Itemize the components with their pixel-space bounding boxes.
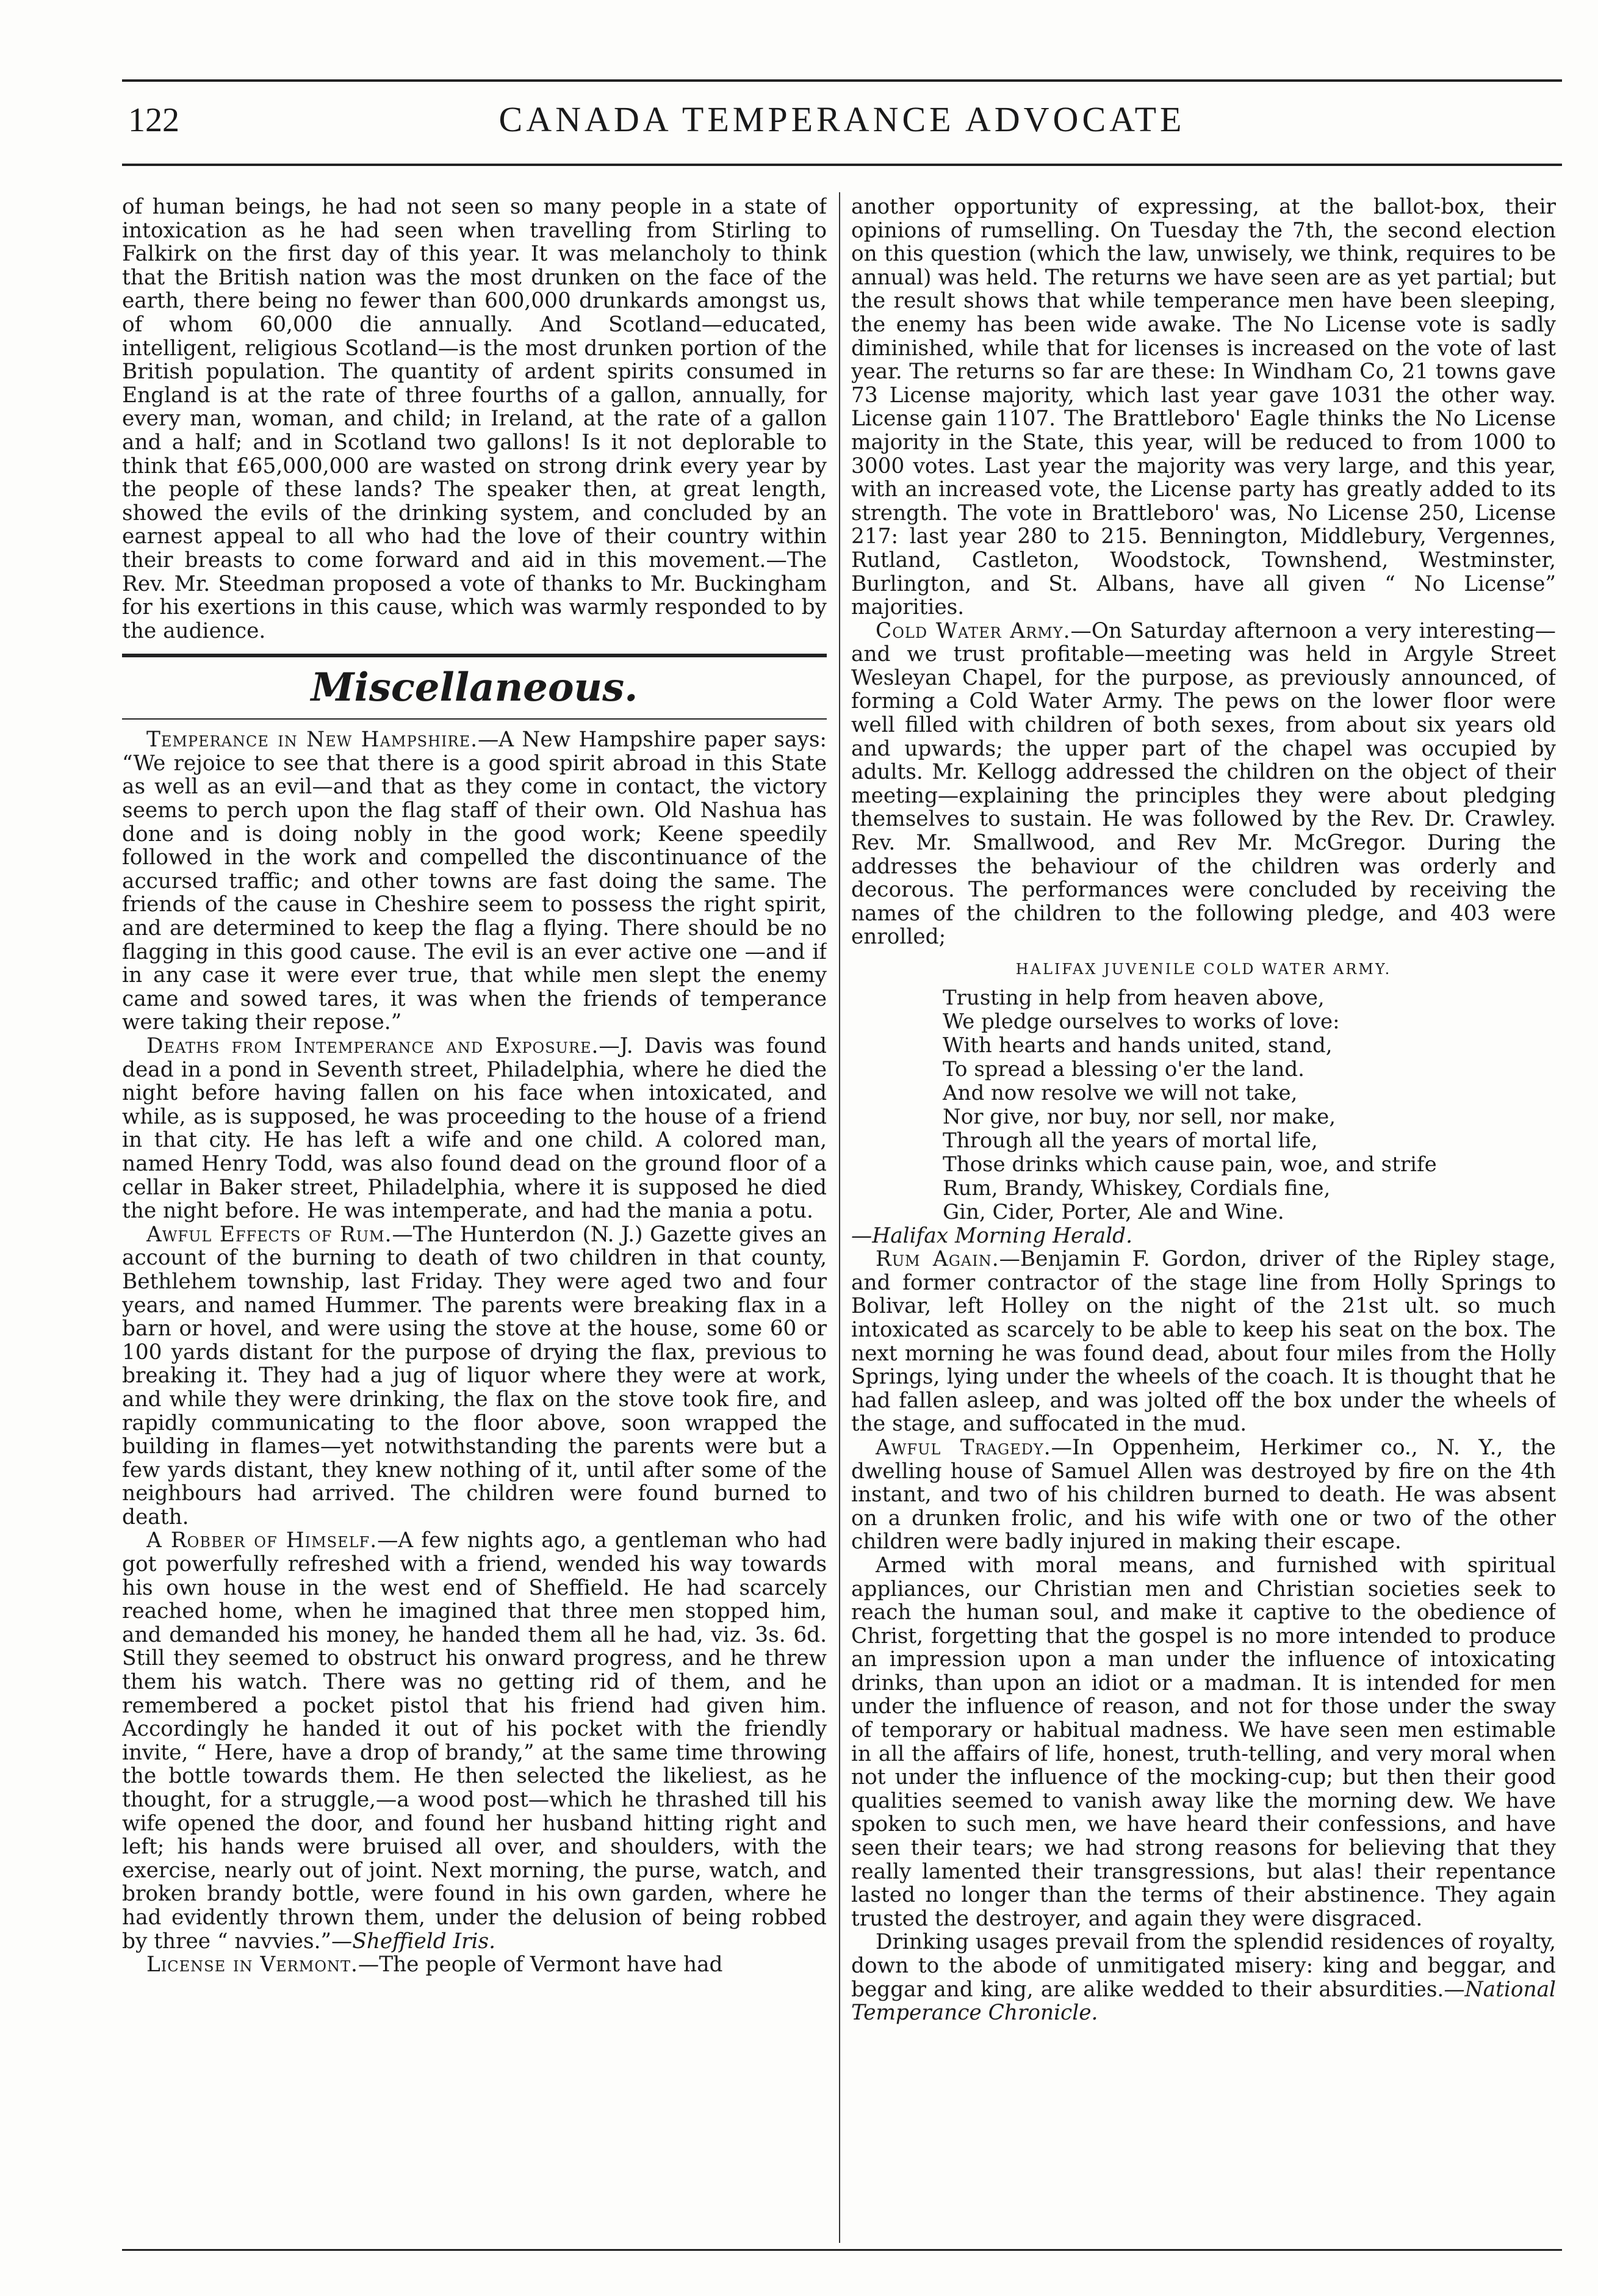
article-deaths-intemperance	[122, 1034, 827, 1223]
article-body: —Benjamin F. Gordon, driver of the Ripley stage, and former contractor of the stage line from Holly Springs to Bolivar, left Holley on the night of the 21st ult. so much intoxicated as scarcely to be able to keep his seat on the box. The next morning he was found dead, about four miles from the Holly Springs, lying under the wheels of the coach. It is thought that he had fallen asleep, and was jolted off the box under the wheels of the stage, and suffocated in the mud.	[851, 1247, 1556, 1437]
page-number: 122	[128, 101, 179, 139]
article-body: —The people of Vermont have had	[358, 1952, 723, 1977]
section-title: Miscellaneous.	[311, 665, 638, 711]
article-heading: License in Vermont.	[146, 1952, 358, 1977]
poem-line: Gin, Cider, Porter, Ale and Wine.	[943, 1199, 1284, 1224]
top-rule	[122, 79, 1562, 82]
article-heading: Awful Tragedy.	[876, 1435, 1051, 1460]
section-rule-thin	[122, 718, 827, 720]
running-title: CANADA TEMPERANCE ADVOCATE	[498, 99, 1186, 139]
article-body: —The Hunterdon (N. J.) Gazette gives an account of the burning to death of two children in that county, Bethlehem township, last Friday. They were aged two and four years, and named Hummer. The parents were breaking flax in a barn or hovel, and were using the stove at the house, some 60 or 100 yards distant for the purpose of drying the flax, previous to breaking it. They had a jug of liquor where they were at work, and while they were drinking, the flax on the stove took fire, and rapidly communicating to the floor above, soon wrapped the building in flames—yet notwithstanding the parents were but a few yards distant, they knew nothing of it, until after some of the neighbours had arrived. The children were found burned to death.	[122, 1222, 827, 1529]
article-heading: Rum Again.	[876, 1247, 999, 1272]
article-body: —J. Davis was found dead in a pond in Seventh street, Philadelphia, where he died the night before having fallen on his face when intoxicated, and while, as is supposed, he was proceeding to the house of a friend in that city. He has left a wife and one child. A colored man, named Henry Todd, was also found dead on the ground floor of a cellar in Baker street, Philadelphia, where it is supposed he died the night before. He was intemperate, and had the mania a potu.	[122, 1034, 827, 1224]
article-heading: A Robber of Himself.	[146, 1528, 378, 1553]
article-body: —A few nights ago, a gentleman who had got powerfully refreshed with a friend, wended his way towards his own house in the west end of Sheffield. He had scarcely reached home, when he imagined that three men stopped him, and demanded his money, he handed them all he had, viz. 3s. 6d. Still they seemed to obstruct his onward progress, and he threw them his watch. There was no getting rid of them, and he remembered a pocket pistol that his friend had given him. Accordingly he handed it out of his pocket with the friendly invite, “ Here, have a drop of brandy,” at the same time throwing the bottle towards them. He then selected the likeliest, as he thought, for a struggle,—a wood post—which he thrashed till his wife opened the door, and found her husband hitting right and left; his hands were bruised all over, and shoulders, with the exercise, nearly out of joint. Next morning, the purse, watch, and broken brandy bottle, were found in his own garden, where he had evidently thrown them, under the delusion of being robbed by three “ navvies.”—	[122, 1528, 827, 1954]
left-column	[122, 195, 827, 2240]
article-heading: Deaths from Intemperance and Exposure.	[146, 1034, 599, 1058]
article-body: —A New Hampshire paper says: “We rejoice to see that there is a good spirit abroad in this State as well as an evil—and that as they come in contact, the victory seems to perch upon the flag staff of their own. Old Nashua has done and is doing nobly in the good work; Keene speedily followed in the work and compelled the discontinuance of the accursed traffic; and other towns are fast doing the same. The friends of the cause in Cheshire seem to possess the right spirit, and are determined to keep the flag a flying. There should be no flagging in this good cause. The evil is an ever active one —and if in any case it were ever true, that while men slept the enemy came and sowed tares, it was when the friends of temperance were taking their repose.”	[122, 727, 827, 1035]
page-header	[122, 79, 1562, 171]
article-rum-again	[851, 1247, 1556, 1436]
article-awful-effects	[122, 1223, 827, 1529]
article-heading: Temperance in New Hampshire.	[146, 727, 478, 753]
article-robber-of-himself	[122, 1529, 827, 1953]
poem-title: HALIFAX JUVENILE COLD WATER ARMY.	[1015, 961, 1392, 978]
article-license-vermont	[122, 1953, 827, 1977]
article-awful-tragedy	[851, 1436, 1556, 1554]
column-divider	[839, 192, 840, 2243]
article-drinking-usages	[851, 1930, 1556, 2024]
poem-line: And now resolve we will not take,	[943, 1080, 1298, 1105]
poem-line: With hearts and hands united, stand,	[943, 1033, 1333, 1058]
poem-line: To spread a blessing o'er the land.	[943, 1056, 1305, 1081]
poem-line: Through all the years of mortal life,	[943, 1128, 1318, 1153]
section-rule	[122, 654, 827, 657]
poem	[943, 986, 1556, 1224]
article-heading: Awful Effects of Rum.	[146, 1222, 392, 1247]
poem-line: Nor give, nor buy, nor sell, nor make,	[943, 1104, 1336, 1129]
right-column	[851, 195, 1556, 2240]
poem-line: Those drinks which cause pain, woe, and strife	[943, 1152, 1437, 1177]
article-body: —In Oppenheim, Herkimer co., N. Y., the dwelling house of Samuel Allen was destroyed by fire on the 4th instant, and two of his children burned to death. He was absent on a drunken frolic, and his wife with one or two of the other children were badly injured in making their escape.	[851, 1435, 1556, 1554]
article-credit: Sheffield Iris.	[352, 1929, 496, 1954]
article-body: Drinking usages prevail from the splendid residences of royalty, down to the abode of unmitigated misery: king and beggar, and beggar and king, are alike wedded to their absurdities.—	[851, 1930, 1556, 2002]
article-body: —On Saturday afternoon a very interesting—and we trust profitable—meeting was held in Argyle Street Wesleyan Chapel, for the purpose, as previously announced, of forming a Cold Water Army. The pews on the lower floor were well filled with children of both sexes, from about six years old and upwards; the upper part of the chapel was occupied by adults. Mr. Kellogg addressed the children on the object of their meeting—explaining the principles they were about pledging themselves to sustain. He was followed by the Rev. Dr. Crawley. Rev. Mr. Smallwood, and Rev Mr. McGregor. During the addresses the behaviour of the children was orderly and decorous. The performances were concluded by receiving the names of the children to the following pledge, and 403 were enrolled;	[851, 618, 1556, 950]
header-rule	[122, 164, 1562, 166]
bottom-rule	[122, 2249, 1562, 2251]
article-cold-water-army	[851, 619, 1556, 949]
poem-line: Trusting in help from heaven above,	[943, 985, 1325, 1010]
poem-line: Rum, Brandy, Whiskey, Cordials fine,	[943, 1175, 1331, 1200]
intro-paragraph: of human beings, he had not seen so many people in a state of intoxication as he had seen when travelling from Stirling to Falkirk on the first day of this year. It was melancholy to think that the British nation was the most drunken on the face of the earth, there being no fewer than 600,000 drunkards amongst us, of whom 60,000 die annually. And Scotland—educated, intelligent, religious Scotland—is the most drunken portion of the British population. The quantity of ardent spirits consumed in England is at the rate of three fourths of a gallon, annually, for every man, woman, and child; in Ireland, at the rate of a gallon and a half; and in Scotland two gallons! Is it not deplorable to think that £65,000,000 are wasted on strong drink every year by the people of these lands? The speaker then, at great length, showed the evils of the drinking system, and concluded by an earnest appeal to all who had the love of their country within their breasts to come forward and aid in this movement.—The Rev. Mr. Steedman proposed a vote of thanks to Mr. Buckingham for his exertions in this cause, which was warmly responded to by the audience.	[122, 195, 827, 643]
poem-credit: —Halifax Morning Herald.	[851, 1223, 1133, 1248]
newspaper-page	[122, 79, 1562, 2252]
article-moral-means: Armed with moral means, and furnished with spiritual appliances, our Christian men and Christian societies seek to reach the human soul, and make it captive to the obedience of Christ, forgetting that the gospel is no more intended to produce an impression upon a man under the influence of intoxicating drinks, than upon an idiot or a madman. It is intended for men under the influence of reason, and not for those under the sway of temporary or habitual madness. We have seen men estimable in all the affairs of life, honest, truth-telling, and very moral when not under the influence of the mocking-cup; but then their good qualities seemed to vanish away like the morning dew. We have spoken to such men, we have heard their confessions, and have seen their tears; we had strong reasons for believing that they really lamented their transgressions, but alas! their repentance lasted no longer than the terms of their abstinence. They again trusted the destroyer, and again they were disgraced.	[851, 1553, 1556, 1931]
article-new-hampshire	[122, 728, 827, 1034]
poem-line: We pledge ourselves to works of love:	[943, 1009, 1340, 1034]
article-license-vermont-cont: another opportunity of expressing, at the ballot-box, their opinions of rumselling. On Tuesday the 7th, the second election on this question (which the law, unwisely, we think, requires to be annual) was held. The returns we have seen are as yet partial; but the result shows that while temperance men have been sleeping, the enemy has been wide awake. The No License vote is sadly diminished, while that for licenses is increased on the vote of last year. The returns so far are these: In Windham Co, 21 towns gave 73 License majority, which last year gave 1031 the other way. License gain 1107. The Brattleboro' Eagle thinks the No License majority in the State, this year, will be reduced to from 1000 to 3000 votes. Last year the majority was very large, and this year, with an increased vote, the License party has greatly added to its strength. The vote in Brattleboro' was, No License 250, License 217: last year 280 to 215. Bennington, Middlebury, Vergennes, Rutland, Castleton, Woodstock, Townshend, Westminster, Burlington, and St. Albans, have all given “ No License” majorities.	[851, 195, 1556, 620]
article-credit: National Temperance Chronicle.	[851, 1977, 1556, 2026]
article-heading: Cold Water Army.	[876, 618, 1071, 643]
